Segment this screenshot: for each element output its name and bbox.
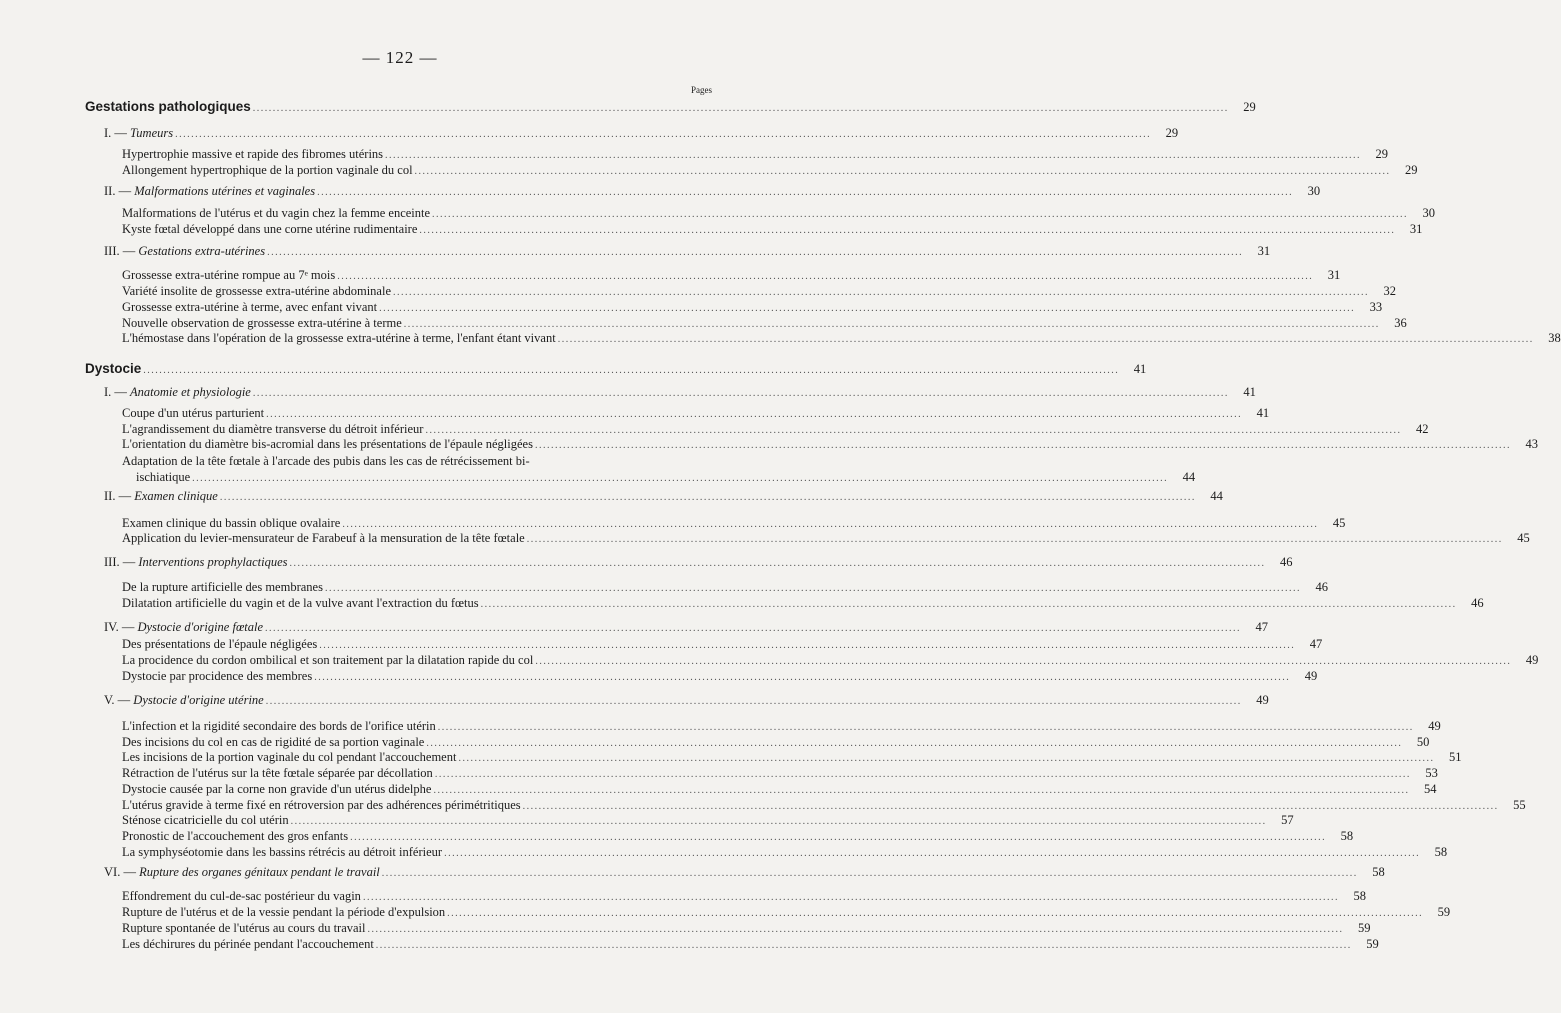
dot-leader [447, 908, 1423, 919]
dot-leader [319, 640, 1295, 651]
dot-leader [433, 785, 1409, 796]
dot-leader [435, 769, 1411, 780]
dot-leader [325, 583, 1301, 594]
toc-entry [122, 921, 1371, 935]
toc-entry-title: L'orientation du diamètre bis-acromial dans les présentations de l'épaule négligées [122, 437, 533, 451]
dot-leader [385, 150, 1361, 161]
toc-page-number: 58 [1353, 889, 1366, 903]
toc-subsection-title [104, 184, 315, 198]
toc-page-number: 49 [1525, 653, 1539, 667]
toc-subsection [104, 489, 1223, 503]
dot-leader [527, 534, 1503, 545]
dot-leader [382, 868, 1358, 879]
toc-page-number: 49 [1428, 719, 1441, 733]
dot-leader [291, 816, 1267, 827]
toc-entry [122, 905, 1451, 919]
toc-page-number: 59 [1358, 921, 1371, 935]
toc-entry [122, 406, 1270, 420]
toc-subsection-number: VI. — [104, 865, 136, 879]
toc-subsection-title [104, 489, 218, 503]
toc-page-number: 47 [1255, 620, 1269, 634]
toc-subsection-label: Malformations utérines et vaginales [134, 184, 316, 198]
dot-leader [220, 492, 1196, 503]
toc-page-number: 58 [1372, 865, 1385, 879]
toc-entry [122, 813, 1294, 827]
toc-entry-title: Des incisions du col en cas de rigidité de sa portion vaginale [122, 735, 425, 749]
toc-subsection-number: IV. — [104, 620, 135, 634]
toc-subsection-number: II. — [104, 184, 132, 198]
toc-page-number: 41 [1243, 385, 1256, 399]
toc-subsection-label: Dystocie d'origine fœtale [137, 620, 264, 634]
dot-leader [317, 187, 1293, 198]
toc-page-number: 58 [1434, 845, 1448, 859]
toc-entry [136, 470, 1196, 484]
toc-page-number: 32 [1383, 284, 1397, 298]
toc-subsection-label: Examen clinique [134, 489, 218, 503]
toc-entry-title: Dilatation artificielle du vagin et de la vulve avant l'extraction du fœtus [122, 596, 479, 610]
toc-subsection-title [104, 126, 173, 140]
toc-entry-title: Rupture spontanée de l'utérus au cours du travail [122, 921, 366, 935]
toc-page-number: 29 [1375, 147, 1389, 161]
toc-entry-continuation: ischiatique [136, 470, 191, 484]
toc-section-heading [85, 361, 1147, 376]
toc-subsection-title [104, 865, 380, 879]
toc-page-number: 58 [1340, 829, 1354, 843]
toc-subsection-label: Tumeurs [130, 126, 174, 140]
toc-page-number: 46 [1315, 580, 1328, 594]
dot-leader [426, 738, 1402, 749]
toc-entry [122, 163, 1418, 177]
toc-section-title: Dystocie [85, 361, 142, 376]
toc-entry-title: Les déchirures du périnée pendant l'accouchement [122, 937, 374, 951]
dot-leader [265, 623, 1241, 634]
toc-entry-title: Les incisions de la portion vaginale du col pendant l'accouchement [122, 750, 457, 764]
toc-entry [122, 669, 1318, 683]
toc-entry-title: Kyste fœtal développé dans une corne utérine rudimentaire [122, 222, 418, 236]
dot-leader [415, 166, 1391, 177]
toc-entry-title: De la rupture artificielle des membranes [122, 580, 323, 594]
toc-entry-title: Application du levier-mensurateur de Farabeuf à la mensuration de la tête fœtale [122, 531, 525, 545]
dot-leader [425, 425, 1401, 436]
toc-section-title: Gestations pathologiques [85, 99, 251, 114]
toc-entry-title: Adaptation de la tête fœtale à l'arcade des pubis dans les cas de rétrécissement bi- [122, 454, 530, 468]
toc-entry-title: Examen clinique du bassin oblique ovalaire [122, 516, 341, 530]
dot-leader [314, 672, 1290, 683]
toc-page-number: 36 [1394, 316, 1407, 330]
toc-page-number: 45 [1332, 516, 1346, 530]
toc-page-number: 50 [1416, 735, 1430, 749]
toc-page-number: 46 [1471, 596, 1484, 610]
toc-entry [122, 300, 1383, 314]
pages-column-label: Pages [691, 85, 712, 95]
dot-leader [379, 303, 1355, 314]
toc-subsection [104, 126, 1179, 140]
toc-subsection-label: Dystocie d'origine utérine [133, 693, 264, 707]
toc-entry-title: Grossesse extra-utérine à terme, avec enfant vivant [122, 300, 378, 314]
dot-leader [253, 103, 1229, 114]
dot-leader [444, 848, 1420, 859]
toc-page-number: 31 [1327, 268, 1341, 282]
toc-page-number: 30 [1422, 206, 1436, 220]
toc-entry-title: L'hémostase dans l'opération de la grossesse extra-utérine à terme, l'enfant étant vivant [122, 331, 556, 345]
toc-entry-title: Rétraction de l'utérus sur la tête fœtale séparée par décollation [122, 766, 433, 780]
toc-page-number: 55 [1513, 798, 1526, 812]
toc-entry-title: Effondrement du cul-de-sac postérieur du vagin [122, 889, 361, 903]
toc-entry [122, 637, 1323, 651]
toc-subsection-number: III. — [104, 555, 136, 569]
dot-leader [253, 388, 1229, 399]
toc-entry-title: Allongement hypertrophique de la portion vaginale du col [122, 163, 413, 177]
toc-entry [122, 284, 1397, 298]
dot-leader [523, 801, 1499, 812]
toc-subsection-title [104, 385, 251, 399]
dot-leader [368, 924, 1344, 935]
toc-subsection [104, 865, 1385, 879]
toc-page-number: 59 [1366, 937, 1379, 951]
toc-entry [122, 596, 1484, 610]
toc-entry-title: Nouvelle observation de grossesse extra-utérine à terme [122, 316, 402, 330]
toc-entry [122, 580, 1328, 594]
toc-subsection-number: III. — [104, 244, 136, 258]
toc-subsection-number: V. — [104, 693, 131, 707]
toc-subsection-title [104, 244, 265, 258]
toc-subsection-number: I. — [104, 126, 127, 140]
toc-entry [122, 937, 1379, 951]
toc-entry-title: L'utérus gravide à terme fixé en rétroversion par des adhérences périmétritiques [122, 798, 521, 812]
toc-subsection-label: Rupture des organes génitaux pendant le travail [139, 865, 380, 879]
toc-entry-title: Variété insolite de grossesse extra-utérine abdominale [122, 284, 392, 298]
toc-entry-title: Des présentations de l'épaule négligées [122, 637, 318, 651]
dot-leader [175, 129, 1151, 140]
toc-entry [122, 268, 1341, 282]
dot-leader [438, 722, 1414, 733]
toc-page-number: 53 [1425, 766, 1438, 780]
dot-leader [481, 599, 1457, 610]
toc-entry-title: Dystocie causée par la corne non gravide d'un utérus didelphe [122, 782, 432, 796]
dot-leader [266, 696, 1242, 707]
toc-subsection [104, 184, 1321, 198]
dot-leader [363, 892, 1339, 903]
toc-subsection-title [104, 693, 264, 707]
toc-entry-title: La procidence du cordon ombilical et son traitement par la dilatation rapide du col [122, 653, 534, 667]
toc-page-number: 49 [1304, 669, 1318, 683]
toc-entry [122, 316, 1407, 330]
toc-page-number: 44 [1182, 470, 1196, 484]
dot-leader [267, 247, 1243, 258]
toc-page-number: 42 [1415, 422, 1429, 436]
dot-leader [342, 519, 1318, 530]
toc-entry-title: Dystocie par procidence des membres [122, 669, 313, 683]
toc-entry-title: Malformations de l'utérus et du vagin chez la femme enceinte [122, 206, 431, 220]
toc-subsection [104, 385, 1256, 399]
toc-entry [122, 222, 1423, 236]
dot-leader [266, 409, 1242, 420]
toc-entry [122, 331, 1561, 345]
toc-entry [122, 653, 1539, 667]
toc-entry [122, 829, 1354, 843]
toc-page-number: 44 [1210, 489, 1223, 503]
toc-page-number: 31 [1409, 222, 1423, 236]
toc-page-number: 29 [1405, 163, 1418, 177]
dot-leader [535, 656, 1511, 667]
toc-entry [122, 437, 1538, 451]
toc-page-number: 54 [1423, 782, 1437, 796]
dot-leader [290, 558, 1266, 569]
toc-page-number: 33 [1369, 300, 1383, 314]
toc-subsection-number: I. — [104, 385, 127, 399]
toc-page-number: 59 [1437, 905, 1451, 919]
page-number: — 122 — [362, 48, 438, 67]
toc-page-number: 29 [1243, 100, 1256, 114]
toc-page-number: 43 [1525, 437, 1538, 451]
toc-subsection-label: Gestations extra-utérines [138, 244, 266, 258]
dot-leader [535, 440, 1511, 451]
dot-leader [337, 271, 1313, 282]
toc-entry-title: Rupture de l'utérus et de la vessie pendant la période d'expulsion [122, 905, 446, 919]
toc-page-number: 38 [1548, 331, 1561, 345]
toc-entry-title: L'infection et la rigidité secondaire des bords de l'orifice utérin [122, 719, 436, 733]
toc-subsection [104, 693, 1269, 707]
toc-page-number: 31 [1257, 244, 1271, 258]
toc-entry [122, 766, 1438, 780]
toc-entry [122, 719, 1441, 733]
toc-section-heading [85, 99, 1256, 114]
toc-entry-title: Sténose cicatricielle du col utérin [122, 813, 289, 827]
toc-entry [122, 845, 1448, 859]
toc-entry [122, 147, 1389, 161]
toc-entry-title: L'agrandissement du diamètre transverse du détroit inférieur [122, 422, 424, 436]
toc-page-number: 45 [1517, 531, 1530, 545]
toc-entry [122, 750, 1462, 764]
toc-entry [122, 798, 1526, 812]
toc-entry [122, 206, 1436, 220]
toc-entry [122, 422, 1429, 436]
dot-leader [192, 473, 1168, 484]
toc-page-number: 41 [1133, 362, 1147, 376]
dot-leader [432, 209, 1408, 220]
toc-subsection [104, 244, 1271, 258]
dot-leader [458, 753, 1434, 764]
toc-entry-title: Hypertrophie massive et rapide des fibromes utérins [122, 147, 384, 161]
toc-entry [122, 516, 1346, 530]
toc-subsection-title [104, 620, 263, 634]
toc-page-number: 46 [1280, 555, 1293, 569]
toc-subsection [104, 620, 1269, 634]
toc-entry-title: Grossesse extra-utérine rompue au 7ᵉ mois [122, 268, 336, 282]
dot-leader [558, 334, 1534, 345]
toc-entry-title: Pronostic de l'accouchement des gros enfants [122, 829, 349, 843]
toc-page-number: 51 [1448, 750, 1462, 764]
toc-page-number: 29 [1165, 126, 1179, 140]
dot-leader [419, 225, 1395, 236]
dot-leader [350, 832, 1326, 843]
toc-entry-title: La symphyséotomie dans les bassins rétrécis au détroit inférieur [122, 845, 443, 859]
toc-page-number: 57 [1281, 813, 1294, 827]
toc-entry [122, 889, 1366, 903]
toc-entry [122, 782, 1437, 796]
toc-page-number: 41 [1256, 406, 1270, 420]
toc-entry [122, 531, 1530, 545]
toc-subsection-label: Anatomie et physiologie [130, 385, 251, 399]
dot-leader [143, 365, 1119, 376]
dot-leader [393, 287, 1369, 298]
toc-subsection-number: II. — [104, 489, 132, 503]
dot-leader [376, 940, 1352, 951]
toc-subsection [104, 555, 1293, 569]
toc-entry [122, 735, 1430, 749]
dot-leader [404, 319, 1380, 330]
toc-subsection-label: Interventions prophylactiques [138, 555, 288, 569]
toc-page-number: 49 [1256, 693, 1269, 707]
toc-page-number: 30 [1307, 184, 1321, 198]
toc-entry-title: Coupe d'un utérus parturient [122, 406, 265, 420]
toc-page-number: 47 [1309, 637, 1323, 651]
toc-subsection-title [104, 555, 288, 569]
